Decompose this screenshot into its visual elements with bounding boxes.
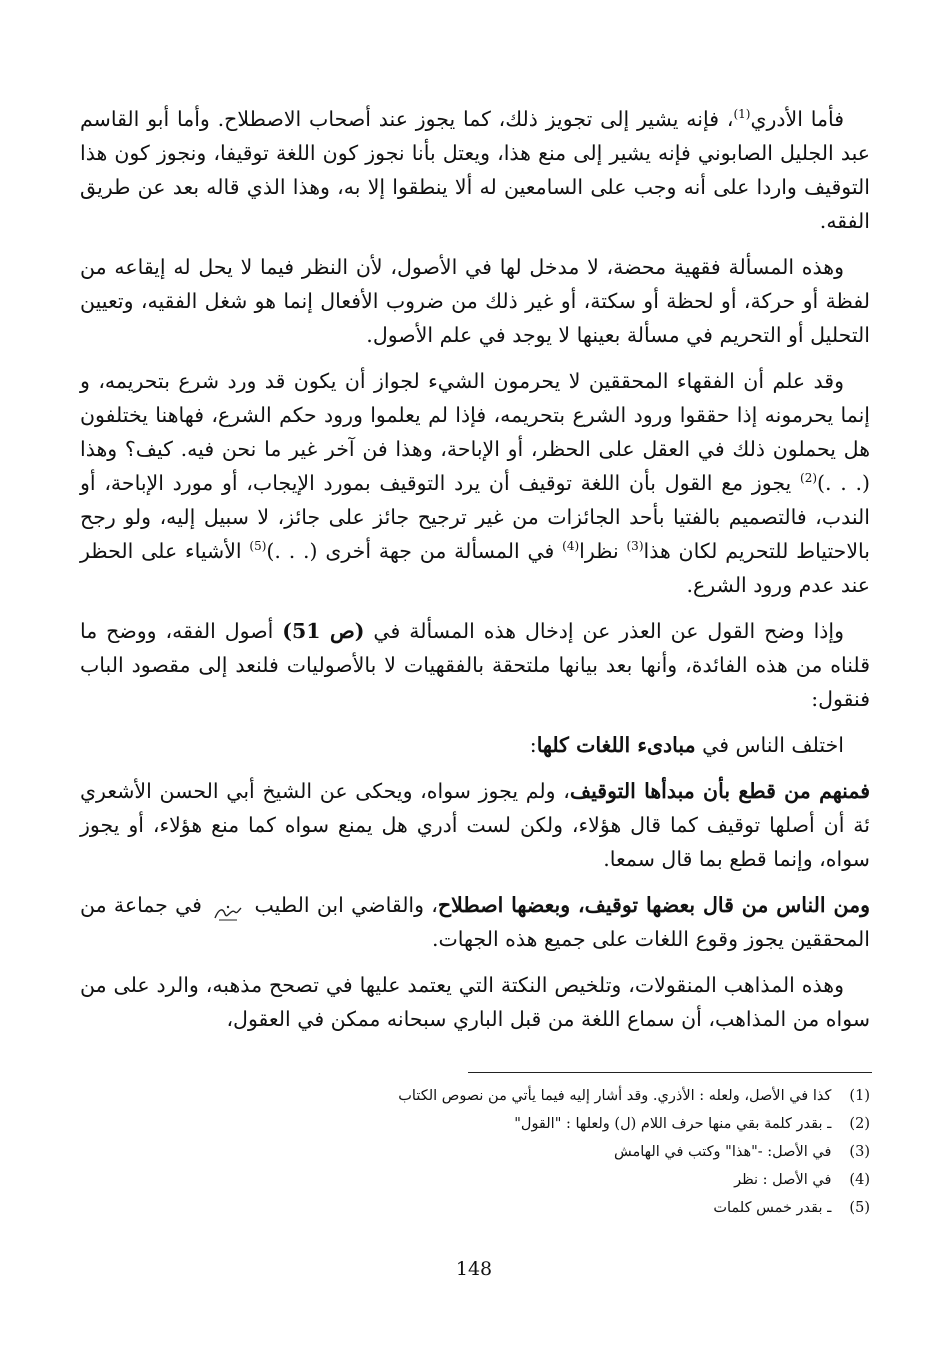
footnote-ref[interactable]: (2) — [800, 471, 818, 486]
paragraph — [80, 774, 870, 876]
text-segment: الأشياء على الحظر عند عدم ورود الشرع. — [80, 539, 870, 597]
paragraph — [80, 728, 870, 762]
text-segment: في جماعة من المحققين يجوز وقوع اللغات على جميع هذه الجهات. — [80, 893, 870, 951]
text-segment: أصول الفقه، ووضح ما قلناه من هذه الفائدة، وأنها بعد بيانها ملتحقة بالفقهيات لا بالأصوليات فلنعد إلى مقصود الباب فنقول: — [80, 619, 870, 711]
text-segment: ، والقاضي ابن الطيب — [247, 893, 438, 917]
text-segment: وقد علم أن الفقهاء المحققين لا يحرمون الشيء لجواز أن يكون قد ورد شرع بتحريمه، و إنما يحرمونه إذا حققوا ورود الشرع بتحريمه، فإذا لم يعلموا ورود حكم الشرع، فهاهنا يختلفون هل يحملون ذلك في العقل على الحظر، أو الإباحة، وهذا فن آخر غير ما نحن فيه. كيف؟ وهذا (. . .) — [80, 369, 871, 495]
text-segment: وهذه المذاهب المنقولات، وتلخيص النكتة التي يعتمد عليها في تصحح مذهبه، والرد على من سواه من المذاهب، أن سماع اللغة من قبل الباري سبحانه ممكن في العقول، — [80, 973, 870, 1031]
footnote-number: (1) — [849, 1088, 870, 1104]
footnote-text: ـ بقدر خمس كلمات — [713, 1200, 832, 1216]
paragraph — [80, 102, 870, 238]
footnote-text: في الأصل : نظر — [734, 1172, 832, 1188]
body-text — [80, 102, 870, 1048]
page-number: 148 — [455, 1258, 493, 1280]
footnote-text: كذا في الأصل، ولعله : الأذري. وقد أشار إليه فيما يأتي من نصوص الكتاب — [398, 1088, 832, 1104]
footnote-number: (2) — [849, 1116, 870, 1132]
paragraph — [80, 888, 870, 956]
paragraph — [80, 968, 870, 1036]
text-segment: ، ولم يجوز سواه، ويحكى عن الشيخ أبي الحسن الأشعري ئة أن أصلها توقيف كما قال هؤلاء، ولكن لست أدري هل يمنع سواه كما منع هؤلاء، أو يجوز سواه، وإنما قطع بما قال سمعا. — [80, 779, 870, 871]
text-segment: : — [529, 733, 537, 757]
footnote-number: (5) — [849, 1200, 870, 1216]
footnote-ref[interactable]: (3) — [626, 539, 644, 554]
footnote — [300, 1110, 870, 1138]
text-segment: اختلف الناس في — [695, 733, 844, 757]
text-segment: وهذه المسألة فقهية محضة، لا مدخل لها في الأصول، لأن النظر فيما لا يحل له إيقاعه من لفظة أو حركة، أو لحظة أو سكتة، أو غير ذلك من ضروب الأفعال إنما هو شغل الفقيه، وتعيين التحليل أو التحريم في مسألة بعينها لا يوجد في علم الأصول. — [80, 255, 870, 347]
bold-text: ومن الناس من قال بعضها توقيف، وبعضها اصطلاح — [437, 893, 870, 917]
text-segment: فأما الأدري — [750, 107, 845, 131]
bold-text: فمنهم من قطع بأن مبدأها التوقيف — [569, 779, 871, 803]
footnote-text: في الأصل: -"هذا" وكتب في الهامش — [613, 1144, 832, 1160]
footnotes — [300, 1082, 870, 1222]
footnote — [300, 1194, 870, 1222]
paragraph — [80, 250, 870, 352]
footnote — [300, 1082, 870, 1110]
honorific-seal-icon — [213, 898, 243, 916]
text-segment: ، فإنه يشير إلى تجويز ذلك، كما يجوز عند أصحاب الاصطلاح. وأما أبو القاسم عبد الجليل الصابوني فإنه يشير إلى منع هذا، ويعتل بأنا نجوز كون اللغة توقيفا، ونجوز كون هذا التوقيف واردا على أنه وجب على السامعين له ألا ينطقوا إلا به، وهذا الذي قاله بعد عن طريق الفقه. — [80, 107, 870, 233]
footnote-ref[interactable]: (1) — [733, 107, 751, 122]
paragraph — [80, 614, 870, 716]
text-segment: يجوز مع القول بأن اللغة توقيف أن يرد التوقيف بمورد الإيجاب، أو مورد الإباحة، أو الندب، فالتصميم بالفتيا بأحد الجائزات من غير ترجيح جائز على جائز، لا سبيل إليه، ولو رجح بالاحتياط للتحريم لكان هذا — [80, 471, 870, 563]
paragraph — [80, 364, 870, 602]
bold-text: (ص 51) — [282, 619, 365, 643]
bold-text: مبادىء اللغات كلها — [536, 733, 696, 757]
footnote-ref[interactable]: (5) — [249, 539, 267, 554]
footnote — [300, 1166, 870, 1194]
text-segment: نظرا — [579, 539, 627, 563]
text-segment: وإذا وضح القول عن العذر عن إدخال هذه المسألة في — [364, 619, 845, 643]
footnote — [300, 1138, 870, 1166]
footnote-ref[interactable]: (4) — [562, 539, 580, 554]
footnote-text: ـ بقدر كلمة بقي منها حرف اللام (ل) ولعلها : "القول" — [514, 1116, 832, 1132]
footnote-number: (4) — [849, 1172, 870, 1188]
footnote-divider — [468, 1072, 872, 1073]
footnote-number: (3) — [849, 1144, 870, 1160]
text-segment: في المسألة من جهة أخرى (. . .) — [266, 539, 563, 563]
